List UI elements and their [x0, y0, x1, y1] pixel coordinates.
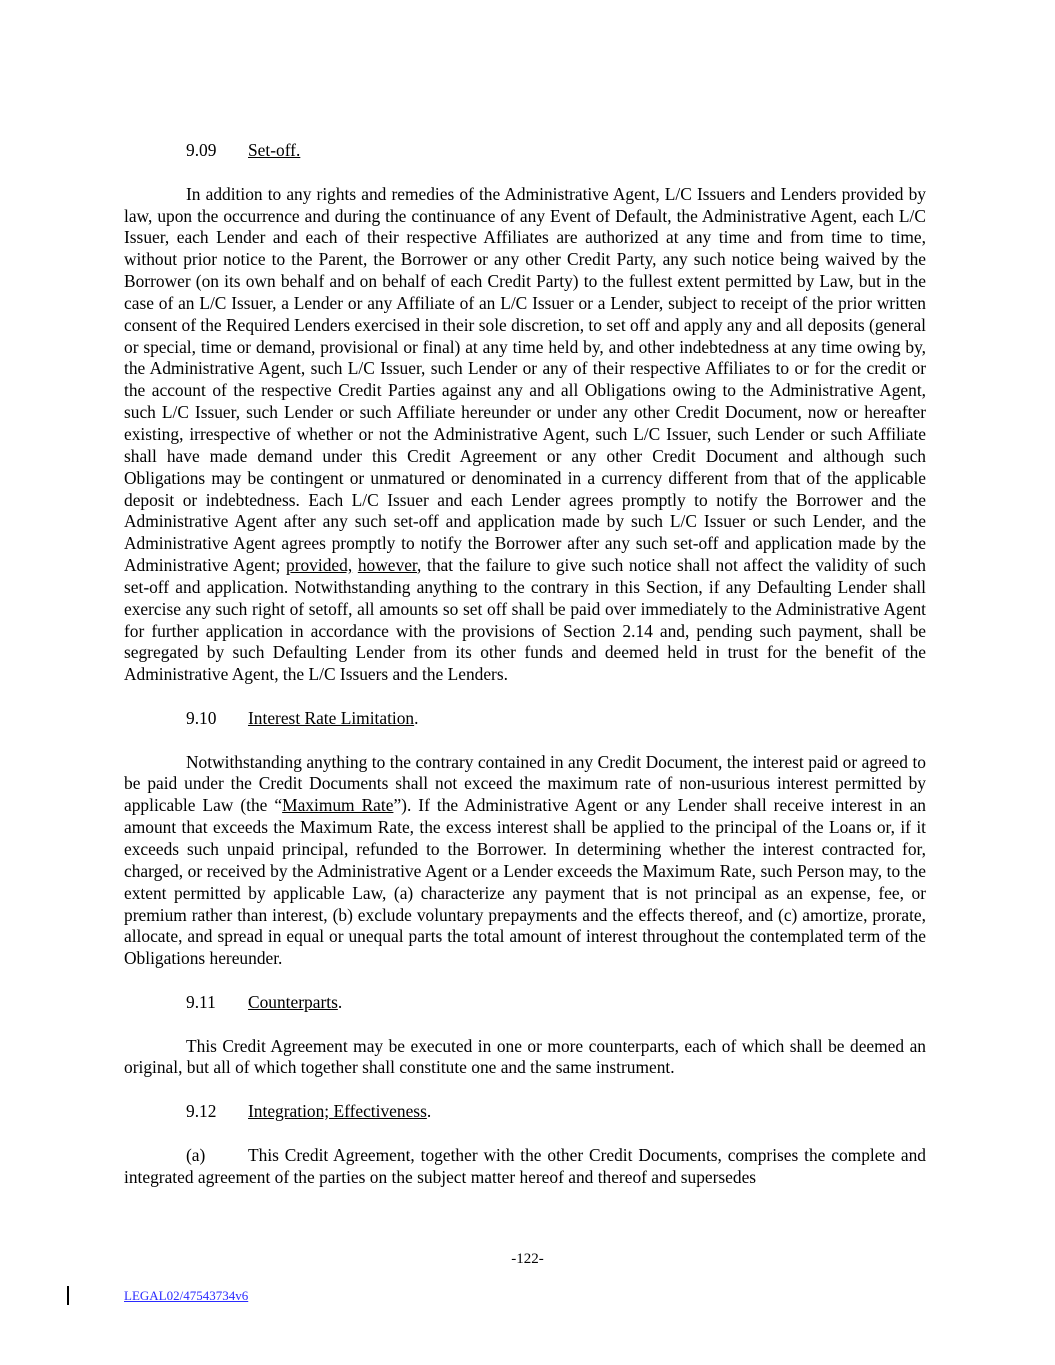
paragraph-text: , that the failure to give such notice shall not affect the validity of such set-off and application. Notwithstanding anything to the contrary in this Section, if any Defaulting Lender shall exercise any such right of setoff, all amounts so set off shall be paid over immediately to the Administrative Agent for further application in accordance with the provisions of Section 2.14 and, pending such payment, shall be segregated by such Defaulting Lender from its other funds and deemed held in trust for the benefit of the Administrative Agent, the L/C Issuers and the Lenders.	[124, 555, 926, 685]
paragraph-text: In addition to any rights and remedies of the Administrative Agent, L/C Issuers and Lenders provided by law, upon the occurrence and during the continuance of any Event of Default, the Administrative Agent, each L/C Issuer, each Lender and each of their respective Affiliates are authorized at any time and from time to time, without prior notice to the Parent, the Borrower or any other Credit Party, any such notice being waived by the Borrower (on its own behalf and on behalf of each Credit Party) to the fullest extent permitted by Law, but in the case of an L/C Issuer, a Lender or any Affiliate of an L/C Issuer or a Lender, subject to receipt of the prior written consent of the Required Lenders exercised in their sole discretion, to set off and apply any and all deposits (general or special, time or demand, provisional or final) at any time held by, and other indebtedness at any time owing by, the Administrative Agent, such L/C Issuer, such Lender or any of their respective Affiliates to or for the credit or the account of the respective Credit Parties against any and all Obligations owing to the Administrative Agent, such L/C Issuer, such Lender or such Affiliate hereunder or under any other Credit Document, now or hereafter existing, irrespective of whether or not the Administrative Agent, such L/C Issuer, such Lender or such Affiliate shall have made demand under this Credit Agreement or any other Credit Document and although such Obligations may be contingent or unmatured or denominated in a currency different from that of the applicable deposit or indebtedness. Each L/C Issuer and each Lender agrees promptly to notify the Borrower and the Administrative Agent after any such set-off and application made by such L/C Issuer or such Lender, and the Administrative Agent agrees promptly to notify the Borrower after any such set-off and application made by the Administrative Agent;	[124, 183, 926, 576]
section-heading-9-09	[124, 140, 926, 162]
section-paragraph	[124, 752, 926, 970]
title-suffix: .	[426, 1101, 432, 1122]
item-label: (a)	[186, 1144, 206, 1165]
section-number: 9.10	[186, 707, 217, 728]
however-term: however	[357, 555, 418, 576]
section-title: Counterparts	[248, 991, 338, 1012]
section-paragraph	[124, 184, 926, 686]
provided-term: provided,	[286, 555, 353, 576]
section-title: Interest Rate Limitation	[248, 707, 415, 728]
section-number: 9.11	[186, 991, 216, 1012]
document-page	[124, 140, 926, 1189]
section-number: 9.12	[186, 1101, 217, 1122]
defined-term: Maximum Rate	[282, 795, 394, 816]
section-number: 9.09	[186, 140, 217, 160]
section-paragraph: This Credit Agreement may be executed in one or more counterparts, each of which shall be deemed an original, but all of which together shall constitute one and the same instrument.	[124, 1035, 926, 1078]
paragraph-text: ”). If the Administrative Agent or any Lender shall receive interest in an amount that exceeds the Maximum Rate, the excess interest shall be applied to the principal of the Loans or, if it exceeds such unpaid principal, refunded to the Borrower. In determining whether the interest contracted for, charged, or received by the Administrative Agent or a Lender exceeds the Maximum Rate, such Person may, to the extent permitted by applicable Law, (a) characterize any payment that is not principal as an expense, fee, or premium rather than interest, (b) exclude voluntary prepayments and the effects thereof, and (c) amortize, prorate, allocate, and spread in equal or unequal parts the total amount of interest throughout the contemplated term of the Obligations hereunder.	[124, 795, 926, 969]
page-number: -122-	[511, 1251, 544, 1267]
section-paragraph	[124, 1145, 926, 1189]
change-bar	[67, 1286, 69, 1305]
paragraph-text: Notwithstanding anything to the contrary contained in any Credit Document, the interest paid or agreed to be paid under the Credit Documents shall not exceed the maximum rate of non-usurious interest permitted by applicable Law (the “	[124, 751, 926, 816]
paragraph-text: This Credit Agreement, together with the other Credit Documents, comprises the complete and integrated agreement of the parties on the subject matter hereof and thereof and supersedes	[124, 1144, 926, 1187]
section-heading-9-12	[124, 1101, 926, 1123]
section-title: Integration; Effectiveness	[248, 1101, 427, 1122]
title-suffix: .	[337, 991, 343, 1012]
title-suffix: .	[414, 707, 419, 728]
document-id-link[interactable]: LEGAL02/47543734v6	[124, 1288, 249, 1303]
section-heading-9-10	[124, 708, 926, 730]
section-heading-9-11	[124, 992, 926, 1014]
section-title: Set-off.	[248, 140, 301, 160]
